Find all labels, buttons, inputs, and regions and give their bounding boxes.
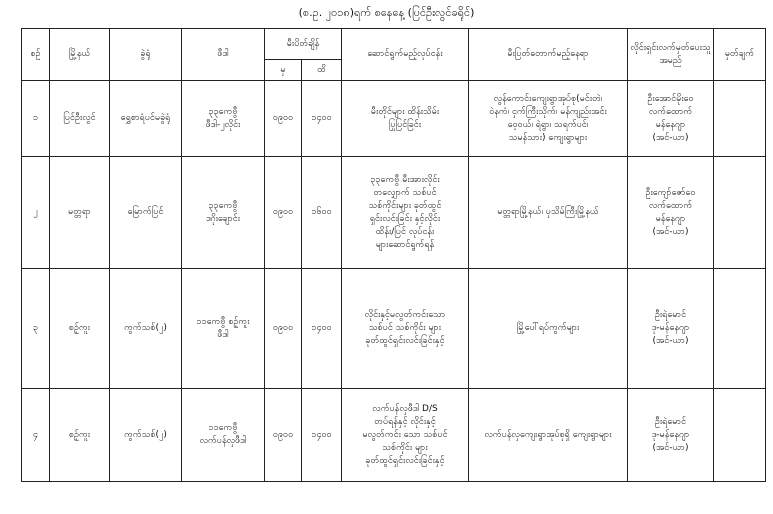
cell-time-to: ၁၄၀၀	[302, 389, 342, 482]
cell-location: ရွှေစာရံပင်မခွဲရုံ	[110, 81, 182, 157]
cell-work: လက်ပန်လှဖီဒါ D/S တပ်ရန်နှင့် လိုင်းနှင့် မလွတ်ကင်း သော သစ်ပင် သစ်ကိုင်း များ ခုတ်ထွင်ရှင်းလင်းခြင်းနှင့်	[342, 389, 469, 482]
cell-contact: ဦးရဲမောင် ဒု-မန်နေဂျာ (အင်-ယာ)	[628, 269, 714, 389]
cell-contact: ဦးအောင်မိုးဝေ လက်ထောက် မန်နေဂျာ (အင်-ယာ)	[628, 81, 714, 157]
cell-location: ကွက်သစ်(၂)	[110, 269, 182, 389]
header-row	[22, 29, 766, 60]
cell-contact: ဦးကျော်ဇော်ဝေ လက်ထောက် မန်နေဂျာ (အင်-ယာ)	[628, 157, 714, 269]
cell-remark	[714, 157, 766, 269]
table-row	[22, 81, 766, 157]
cell-township: ပြင်ဦးလွင်	[50, 81, 110, 157]
cell-time-from: ၀၉၀၀	[265, 389, 302, 482]
cell-time-to: ၁၆၀၀	[302, 157, 342, 269]
col-header-work: ဆောင်ရွက်မည့်လုပ်ငန်း	[342, 29, 469, 81]
col-header-time-to: ထိ	[302, 60, 342, 81]
cell-no: ၄	[22, 389, 50, 482]
cell-time-from: ၀၉၀၀	[265, 81, 302, 157]
cell-feeder: ၁၁ကေဗွီ စဉ့်ကူး ဖီဒါ	[182, 269, 265, 389]
cell-no: ၂	[22, 157, 50, 269]
cell-area: လွန်ကောင်းကျေးရွာအုပ်စု(မင်းတဲ၊ ဝဲနကံ၊ ငှက်ကြီးသိုက်၊ မန်ကျည်းအင်း ဝေ့ဝယ်၊ ရဲရွာ၊ သရက်ပင်၊ သမန်သား) ကျေးရွာများ	[469, 81, 628, 157]
cell-work: ၃၃ကေဗွီ မီးအားလိုင်း တလျှောက် သစ်ပင် သစ်ကိုင်းများ ခုတ်ထွင် ရှင်းလင်းခြင်း နှင့်လိုင်း ထိန်း/ပြင် လုပ်ငန်း များဆောင်ရွက်ရန်	[342, 157, 469, 269]
table-row	[22, 269, 766, 389]
col-header-contact: လိုင်းရှင်းလက်မှတ်ပေးသူ အမည်	[628, 29, 714, 81]
cell-location: မြောက်ပြင်	[110, 157, 182, 269]
col-header-time-from: မှ	[265, 60, 302, 81]
col-header-time: မီးပိတ်ချိန်	[265, 29, 342, 60]
cell-township: မတ္တရာ	[50, 157, 110, 269]
col-header-area: မီးပြတ်တောက်မည့်နေရာ	[469, 29, 628, 81]
table-row	[22, 157, 766, 269]
cell-area: လက်ပန်လှကျေးရွာအုပ်စုရှိ ကျေးရွာများ	[469, 389, 628, 482]
col-header-no: စဥ်	[22, 29, 50, 81]
cell-feeder: ၁၁ကေဗွီ လက်ပန်လှဖီဒါ	[182, 389, 265, 482]
cell-time-from: ၀၉၀၀	[265, 269, 302, 389]
col-header-remark: မှတ်ချက်	[714, 29, 766, 81]
cell-township: စဉ့်ကူး	[50, 389, 110, 482]
cell-remark	[714, 81, 766, 157]
cell-township: စဉ့်ကူး	[50, 269, 110, 389]
cell-area: မြို့ပေါ်ရပ်ကွက်များ	[469, 269, 628, 389]
cell-no: ၃	[22, 269, 50, 389]
cell-time-to: ၁၄၀၀	[302, 81, 342, 157]
cell-time-from: ၀၉၀၀	[265, 157, 302, 269]
cell-contact: ဦးရဲမောင် ဒု-မန်နေဂျာ (အင်-ယာ)	[628, 389, 714, 482]
cell-location: ကွက်သစ်(၂)	[110, 389, 182, 482]
cell-work: လိုင်းနှင့်မလွတ်ကင်းသော သစ်ပင် သစ်ကိုင်း များ ခုတ်ထွင်ရှင်းလင်းခြင်းနှင့်	[342, 269, 469, 389]
col-header-township: မြို့နယ်	[50, 29, 110, 81]
col-header-feeder: ဖီဒါ	[182, 29, 265, 81]
table-row	[22, 389, 766, 482]
col-header-location: ခွဲရုံ	[110, 29, 182, 81]
page-heading: (စ.ဥ. ၂၀၁၈)ရက် စနေနေ့ (ပြင်ဦးလွင်ခရိုင်)	[298, 6, 475, 19]
cell-work: မီးတိုင်များ ထိန်းသိမ်း ပြုပြင်ခြင်း	[342, 81, 469, 157]
cell-feeder: ၃၃ကေဗွီ ဒဂိုးချောင်း	[182, 157, 265, 269]
power-outage-schedule-table	[21, 28, 766, 482]
cell-remark	[714, 269, 766, 389]
cell-feeder: ၃၃ကေဗွီ ဖီဒါ-၂လိုင်း	[182, 81, 265, 157]
cell-time-to: ၁၄၀၀	[302, 269, 342, 389]
cell-no: ၁	[22, 81, 50, 157]
cell-area: မတ္တရာမြို့နယ်၊ ပုသိမ်ကြီးမြို့နယ်	[469, 157, 628, 269]
cell-remark	[714, 389, 766, 482]
